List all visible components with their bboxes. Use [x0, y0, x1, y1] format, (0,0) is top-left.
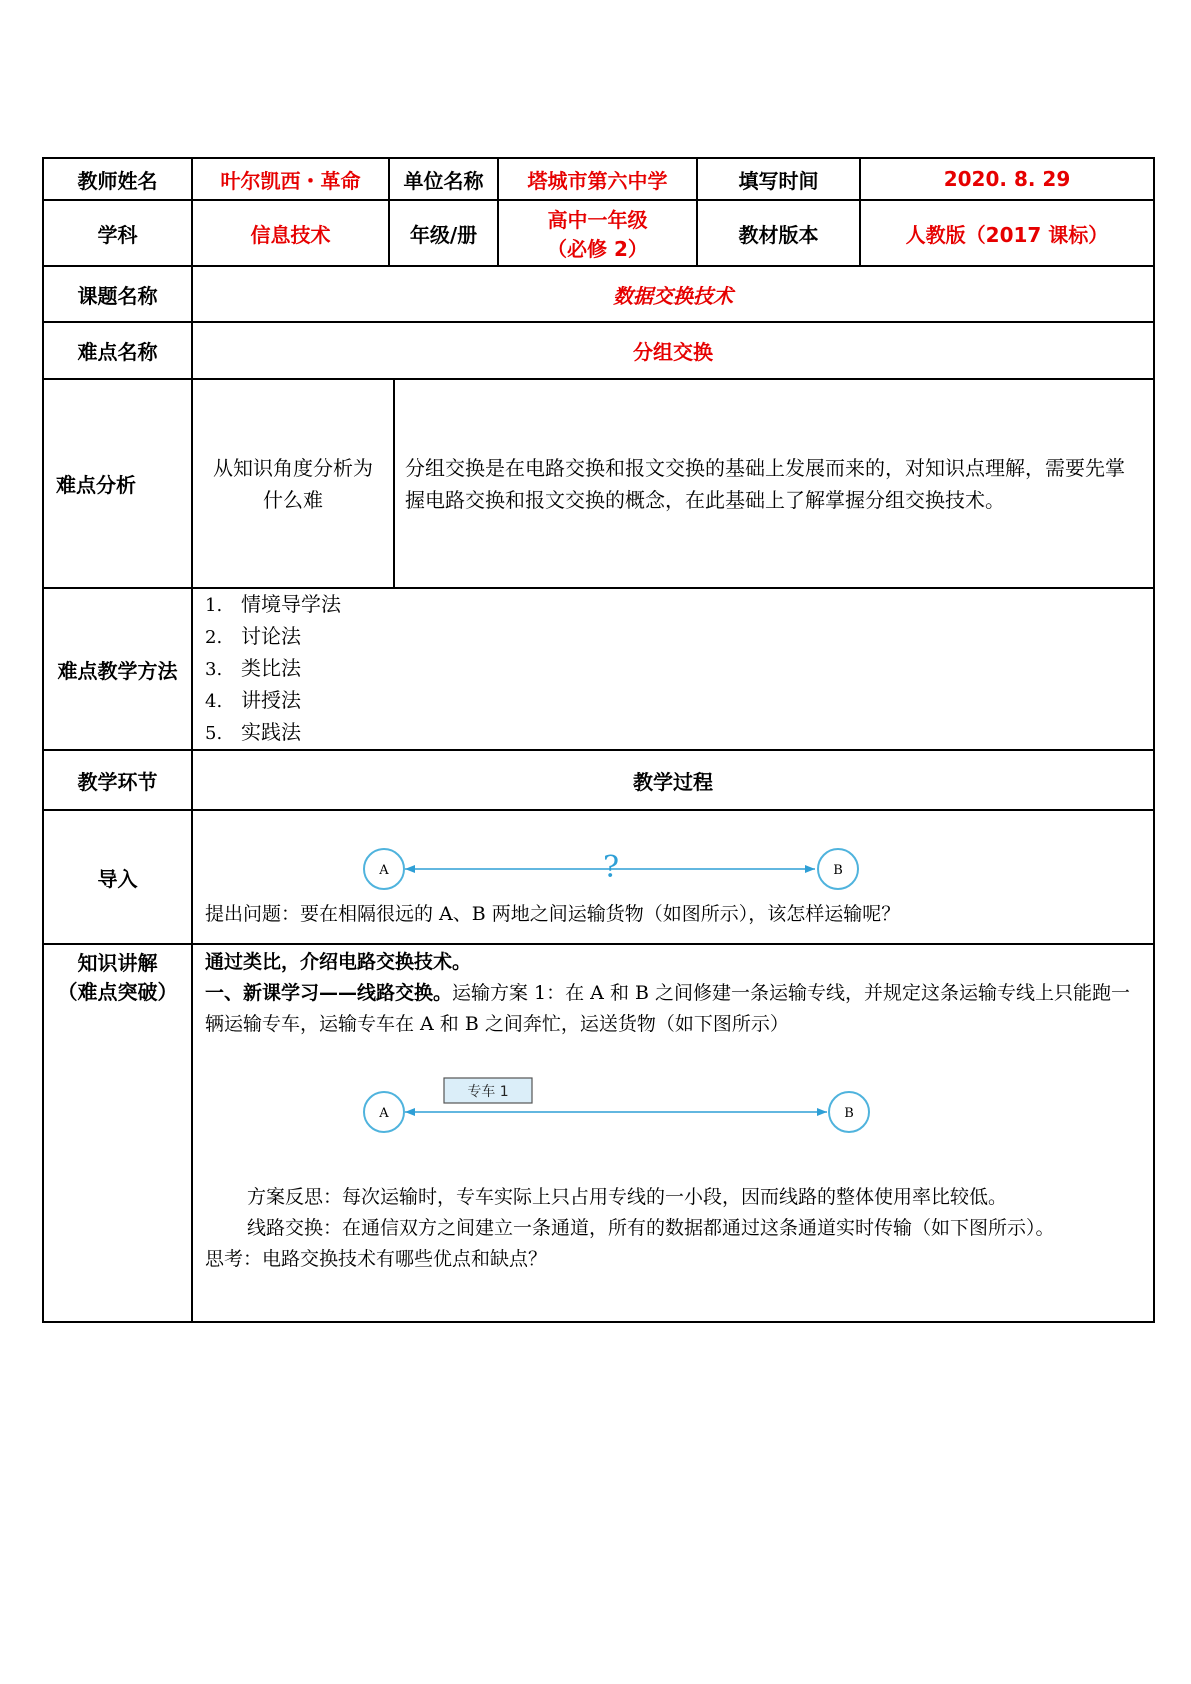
method-number: 5. — [205, 723, 223, 744]
method-number: 1. — [205, 595, 223, 616]
knowledge-label-line2: （难点突破） — [57, 980, 178, 1004]
difficulty-row — [43, 322, 1154, 379]
circuit-switching-definition: 线路交换：在通信双方之间建立一条通道，所有的数据都通过这条通道实时传输（如下图所示）。 — [247, 1217, 1055, 1239]
plan-reflection: 方案反思：每次运输时，专车实际上只占用专线的一小段，因而线路的整体使用率比较低。 — [247, 1186, 1008, 1208]
method-text: 情境导学法 — [241, 592, 341, 616]
date-label: 填写时间 — [697, 158, 860, 200]
knowledge-label-line1: 知识讲解 — [77, 951, 158, 975]
edition-value: 人教版（2017 课标） — [860, 200, 1154, 266]
teacher-value: 叶尔凯西・革命 — [192, 158, 389, 200]
methods-cell — [192, 588, 1154, 750]
method-item — [193, 685, 1153, 717]
knowledge-section-title: 一、新课学习——线路交换。 — [205, 982, 453, 1004]
knowledge-label — [43, 944, 192, 1322]
intro-label: 导入 — [43, 810, 192, 944]
lesson-plan-table — [42, 157, 1155, 1323]
method-text: 实践法 — [241, 720, 301, 744]
topic-value: 数据交换技术 — [192, 266, 1154, 322]
methods-row — [43, 588, 1154, 750]
unit-label: 单位名称 — [389, 158, 498, 200]
analysis-inner-table — [193, 380, 1153, 587]
method-number: 2. — [205, 627, 223, 648]
node-a-label: A — [379, 863, 389, 878]
dedicated-arrow-left-head — [405, 1108, 415, 1116]
date-value: 2020. 8. 29 — [860, 158, 1154, 200]
subject-value: 信息技术 — [192, 200, 389, 266]
header-row-1 — [43, 158, 1154, 200]
intro-arrow-right-head — [805, 865, 815, 873]
method-item — [193, 717, 1153, 749]
knowledge-cell — [192, 944, 1154, 1322]
method-text: 讨论法 — [241, 624, 301, 648]
analysis-row — [43, 379, 1154, 588]
unit-value: 塔城市第六中学 — [498, 158, 697, 200]
node-b-label: B — [844, 1106, 854, 1121]
method-text: 类比法 — [241, 656, 301, 680]
intro-diagram — [193, 811, 1153, 897]
analysis-sub-label — [193, 380, 394, 587]
process-row — [43, 750, 1154, 810]
methods-label: 难点教学方法 — [43, 588, 192, 750]
node-a-label: A — [379, 1106, 389, 1121]
analysis-sub-label-line2: 什么难 — [263, 487, 323, 512]
knowledge-transport-plan: 运输方案 1：在 A 和 B 之间修建一条运输专线，并规定这条运输专线上只能跑一辆运输专车，运输专车在 A 和 B 之间奔忙，运送货物（如下图所示） — [205, 982, 1130, 1035]
difficulty-value: 分组交换 — [192, 322, 1154, 379]
grade-value — [498, 200, 697, 266]
method-item — [193, 621, 1153, 653]
knowledge-intro-line: 通过类比，介绍电路交换技术。 — [205, 951, 472, 973]
grade-label: 年级/册 — [389, 200, 498, 266]
process-value: 教学过程 — [192, 750, 1154, 810]
thinking-question: 思考：电路交换技术有哪些优点和缺点？ — [205, 1248, 548, 1270]
method-item — [193, 589, 1153, 621]
teacher-label: 教师姓名 — [43, 158, 192, 200]
analysis-label: 难点分析 — [43, 379, 192, 588]
method-number: 4. — [205, 691, 223, 712]
process-label: 教学环节 — [43, 750, 192, 810]
analysis-sub-label-line1: 从知识角度分析为 — [213, 455, 373, 480]
intro-arrow-left-head — [405, 865, 415, 873]
dedicated-line-diagram — [193, 1040, 1153, 1150]
question-mark-icon: ? — [602, 850, 620, 885]
edition-label: 教材版本 — [697, 200, 860, 266]
analysis-cell — [192, 379, 1154, 588]
topic-row — [43, 266, 1154, 322]
knowledge-row — [43, 944, 1154, 1322]
intro-row — [43, 810, 1154, 944]
intro-question: 提出问题：要在相隔很远的 A、B 两地之间运输货物（如图所示），该怎样运输呢？ — [205, 903, 901, 925]
intro-cell — [192, 810, 1154, 944]
topic-label: 课题名称 — [43, 266, 192, 322]
grade-value-line2: （必修 2） — [547, 237, 648, 261]
vehicle-label: 专车 1 — [467, 1084, 509, 1100]
difficulty-label: 难点名称 — [43, 322, 192, 379]
methods-list — [193, 589, 1153, 749]
method-number: 3. — [205, 659, 223, 680]
method-item — [193, 653, 1153, 685]
analysis-text: 分组交换是在电路交换和报文交换的基础上发展而来的，对知识点理解，需要先掌握电路交换和报文交换的概念，在此基础上了解掌握分组交换技术。 — [405, 455, 1125, 512]
grade-value-line1: 高中一年级 — [547, 208, 648, 232]
node-b-label: B — [833, 863, 843, 878]
method-text: 讲授法 — [241, 688, 301, 712]
header-row-2 — [43, 200, 1154, 266]
knowledge-lesson-paragraph — [193, 978, 1153, 1040]
subject-label: 学科 — [43, 200, 192, 266]
dedicated-arrow-right-head — [817, 1108, 827, 1116]
